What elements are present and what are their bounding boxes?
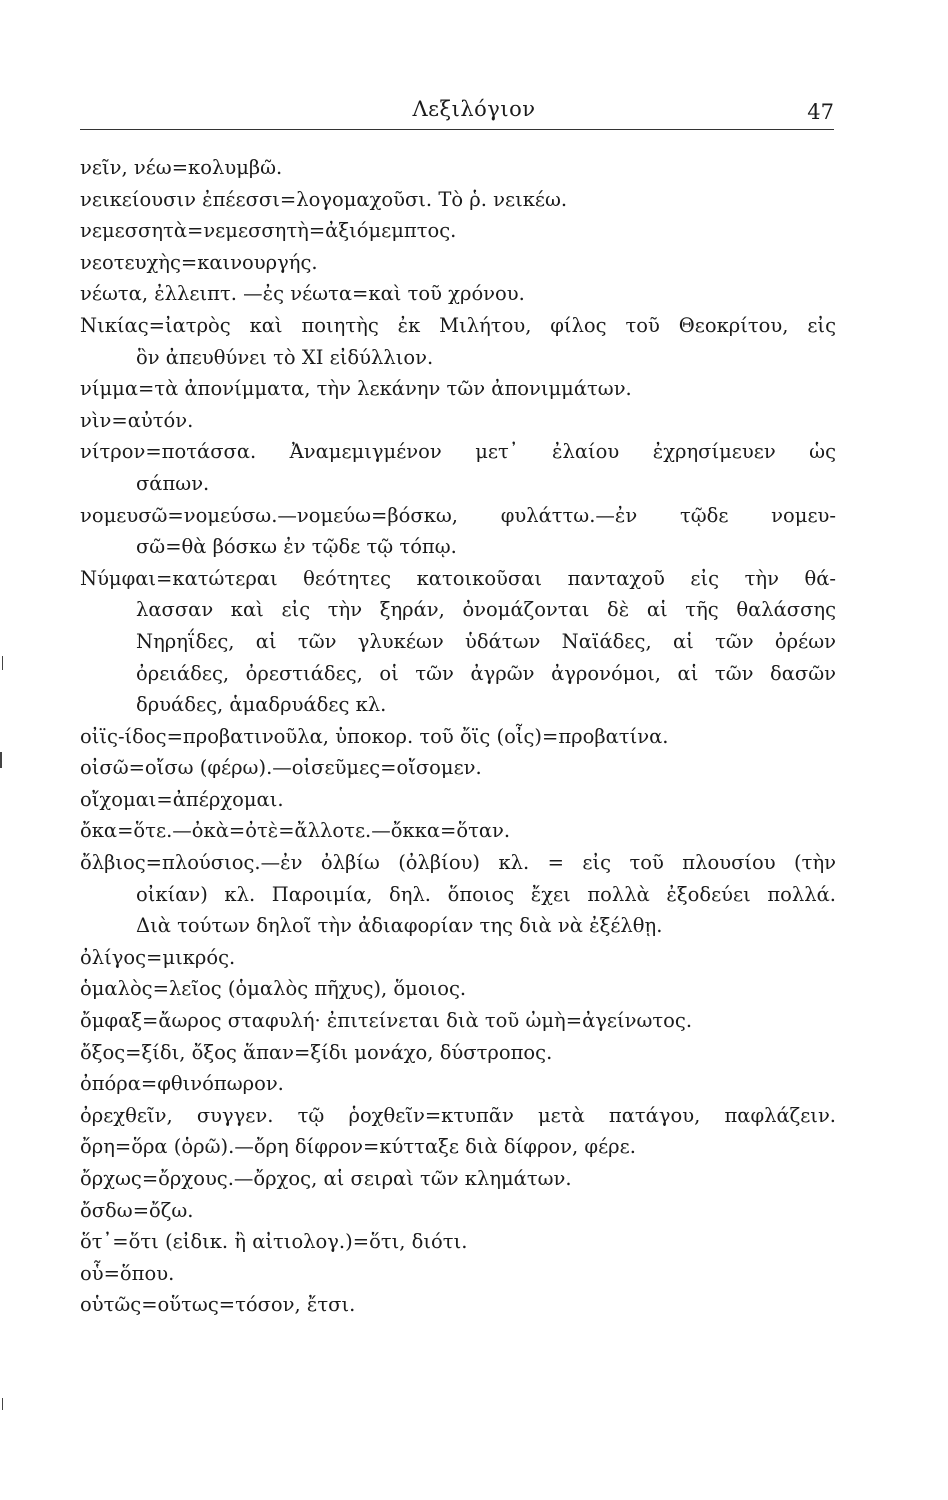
entry-line: οἴχομαι=ἀπέρχομαι. <box>80 787 284 811</box>
entry-continuation-line: Νηρηΐδες, αἱ τῶν γλυκέων ὑδάτων Ναϊάδες, αἱ τῶν ὀρέων <box>136 629 836 653</box>
lexicon-entries <box>80 152 836 1321</box>
entry-continuation-line: ὀρειάδες, ὀρεστιάδες, οἱ τῶν ἀγρῶν ἀγρονόμοι, αἱ τῶν δασῶν <box>136 661 836 685</box>
entry-line: νεῖν, νέω=κολυμβῶ. <box>80 156 283 179</box>
entry-line: ὄλβιος=πλούσιος.—ἐν ὀλβίω (ὀλβίου) κλ. = εἰς τοῦ πλουσίου (τὴν <box>80 851 836 875</box>
entry-line: οὗ=ὅπου. <box>80 1261 175 1285</box>
entry-line: οὑτῶς=οὕτως=τόσον, ἔτσι. <box>80 1293 356 1317</box>
entry-line: ὀρεχθεῖν, συγγεν. τῷ ῥοχθεῖν=κτυπᾶν μετὰ πατάγου, παφλάζειν. <box>80 1103 836 1127</box>
margin-mark <box>2 656 3 670</box>
entry-line: ὄρη=ὅρα (ὁρῶ).—ὄρη δίφρον=κύτταξε διὰ δίφρον, φέρε. <box>80 1135 636 1159</box>
entry-line: Νικίας=ἰατρὸς καὶ ποιητὴς ἐκ Μιλήτου, φίλος τοῦ Θεοκρίτου, εἰς <box>80 313 836 337</box>
entry-line: ὀλίγος=μικρός. <box>80 945 236 969</box>
entry-line: νίμμα=τὰ ἀπονίμματα, τὴν λεκάνην τῶν ἀπονιμμάτων. <box>80 377 632 401</box>
header-rule <box>80 129 834 130</box>
entry-line: νεοτευχὴς=καινουργής. <box>80 250 318 274</box>
entry-line: οἰϊς-ίδος=προβατινοῦλα, ὑποκορ. τοῦ ὄϊς (οἶς)=προβατίνα. <box>80 724 669 748</box>
entry-continuation-line: λασσαν καὶ εἰς τὴν ξηράν, ὀνομάζονται δὲ αἱ τῆς θαλάσσης <box>136 598 836 622</box>
entry-continuation-line: οἰκίαν) κλ. Παροιμία, δηλ. ὅποιος ἔχει πολλὰ ἐξοδεύει πολλά. <box>136 882 836 906</box>
entry-line: ὄκα=ὅτε.—ὀκὰ=ὀτὲ=ἄλλοτε.—ὄκκα=ὅταν. <box>80 819 511 843</box>
entry-continuation-line: Διὰ τούτων δηλοῖ τὴν ἀδιαφορίαν της διὰ νὰ ἐξέλθῃ. <box>136 914 663 938</box>
entry-line: νεικείουσιν ἐπέεσσι=λογομαχοῦσι. Τὸ ῥ. νεικέω. <box>80 187 568 211</box>
running-title: Λεξιλόγιον <box>412 97 536 121</box>
entry-continuation-line: σῶ=θὰ βόσκω ἐν τῷδε τῷ τόπῳ. <box>136 535 457 559</box>
entry-line: νίτρον=ποτάσσα. Ἀναμεμιγμένον μετ᾽ ἐλαίου ἐχρησίμευεν ὡς <box>80 440 836 464</box>
entry-line: οἰσῶ=οἴσω (φέρω).—οἰσεῦμες=οἴσομεν. <box>80 756 482 780</box>
entry-continuation-line: δρυάδες, ἁμαδρυάδες κλ. <box>136 693 387 717</box>
entry-continuation-line: ὃν ἀπευθύνει τὸ XI εἰδύλλιον. <box>136 345 434 369</box>
entry-line: νομευσῶ=νομεύσω.—νομεύω=βόσκω, φυλάττω.—ἐν τῷδε νομευ- <box>80 503 836 527</box>
margin-mark <box>2 1398 3 1410</box>
entry-line: ὁμαλὸς=λεῖος (ὁμαλὸς πῆχυς), ὅμοιος. <box>80 977 467 1001</box>
entry-line: ὄρχως=ὄρχους.—ὄρχος, αἱ σειραὶ τῶν κλημάτων. <box>80 1167 572 1190</box>
entry-line: ὀπόρα=φθινόπωρον. <box>80 1072 284 1096</box>
margin-mark <box>0 752 2 768</box>
entry-line: ὄξος=ξίδι, ὄξος ἅπαν=ξίδι μονάχο, δύστροπος. <box>80 1040 553 1064</box>
entry-line: νὶν=αὐτόν. <box>80 408 194 432</box>
entry-line: ὄσδω=ὄζω. <box>80 1198 194 1222</box>
entry-line: νεμεσσητὰ=νεμεσσητὴ=ἀξιόμεμπτος. <box>80 219 457 243</box>
entry-line: ὅτ᾽=ὅτι (εἰδικ. ἢ αἰτιολογ.)=ὅτι, διότι. <box>80 1230 468 1254</box>
entry-line: Νύμφαι=κατώτεραι θεότητες κατοικοῦσαι πανταχοῦ εἰς τὴν θά- <box>80 566 836 590</box>
entry-continuation-line: σάπων. <box>136 471 210 495</box>
entry-line: νέωτα, ἐλλειπτ. —ἐς νέωτα=καὶ τοῦ χρόνου. <box>80 282 525 306</box>
entry-line: ὄμφαξ=ἄωρος σταφυλή· ἐπιτείνεται διὰ τοῦ ὠμὴ=ἀγείνωτος. <box>80 1009 693 1033</box>
page-number: 47 <box>807 100 834 124</box>
